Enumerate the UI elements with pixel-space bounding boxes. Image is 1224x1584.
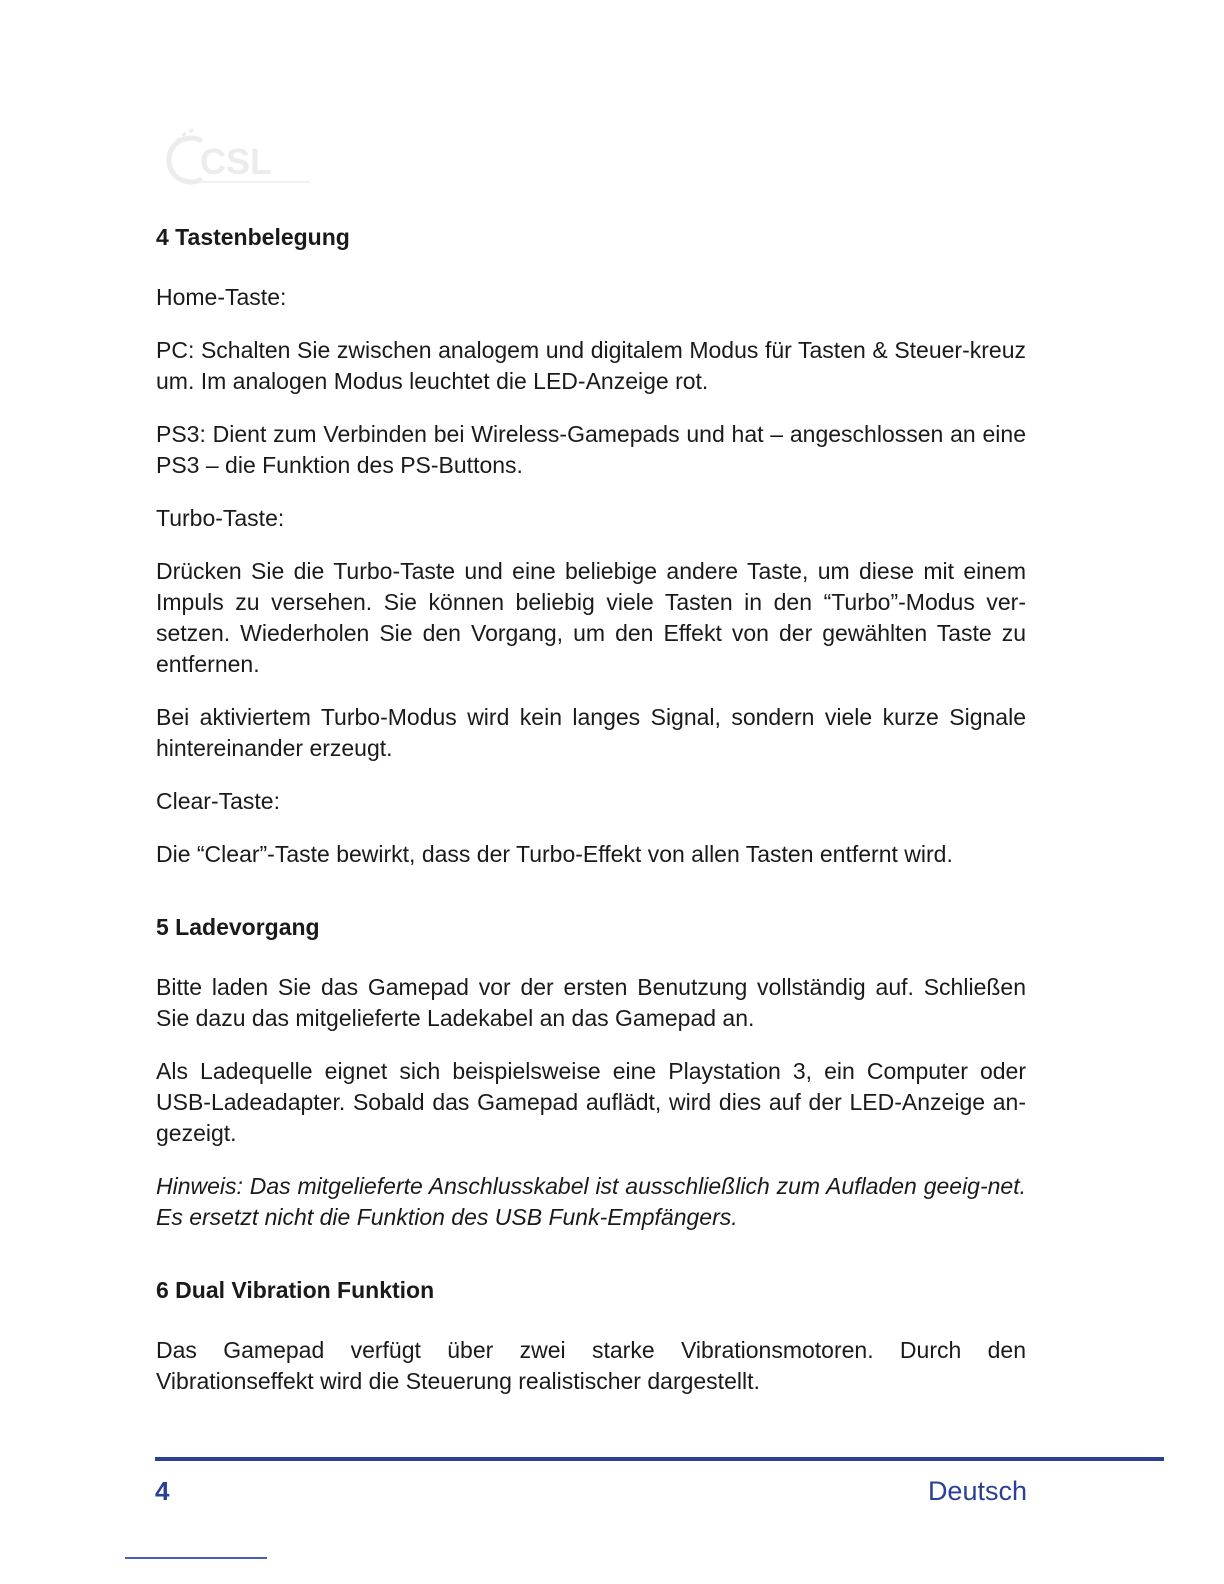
paragraph: Drücken Sie die Turbo-Taste und eine beliebige andere Taste, um diese mit einem Impuls zu versehen. Sie können beliebig viele Tasten in den “Turbo”-Modus ver-setzen. Wiederholen Sie den Vorgang, um den Effekt von der gewählten Taste zu entfernen. (156, 558, 1026, 677)
footer-rule (155, 1457, 1164, 1461)
paragraph: PS3: Dient zum Verbinden bei Wireless-Gamepads und hat – angeschlossen an eine PS3 – die Funktion des PS-Buttons. (156, 421, 1026, 478)
paragraph: Als Ladequelle eignet sich beispielsweise eine Playstation 3, ein Computer oder USB-Ladeadapter. Sobald das Gamepad auflädt, wird dies auf der LED-Anzeige an-gezeigt. (156, 1058, 1026, 1146)
paragraph: Clear-Taste: (156, 788, 280, 814)
csl-logo (160, 118, 320, 198)
page-number: 4 (155, 1476, 170, 1506)
paragraph: Die “Clear”-Taste bewirkt, dass der Turbo-Effekt von allen Tasten entfernt wird. (156, 841, 953, 867)
paragraph: Bei aktiviertem Turbo-Modus wird kein langes Signal, sondern viele kurze Signale hintereinander erzeugt. (156, 704, 1026, 761)
language-label: Deutsch (927, 1476, 1027, 1506)
csl-logo-icon (160, 118, 320, 198)
section-title-ladevorgang: 5 Ladevorgang (156, 914, 320, 940)
note-paragraph: Hinweis: Das mitgelieferte Anschlusskabel ist ausschließlich zum Aufladen geeig-net. Es ersetzt nicht die Funktion des USB Funk-Empfängers. (156, 1173, 1026, 1230)
paragraph: Home-Taste: (156, 284, 287, 310)
paragraph: Turbo-Taste: (156, 505, 285, 531)
bottom-divider (125, 1557, 267, 1559)
paragraph: Bitte laden Sie das Gamepad vor der ersten Benutzung vollständig auf. Schließen Sie dazu das mitgelieferte Ladekabel an das Gamepad an. (156, 974, 1026, 1031)
logo-text: CSL (200, 141, 272, 182)
document-body (156, 220, 1026, 1419)
paragraph: PC: Schalten Sie zwischen analogem und digitalem Modus für Tasten & Steuer-kreuz um. Im analogen Modus leuchtet die LED-Anzeige rot. (156, 337, 1026, 394)
section-title-tastenbelegung: 4 Tastenbelegung (156, 224, 350, 250)
section-title-dual-vibration: 6 Dual Vibration Funktion (156, 1277, 435, 1303)
paragraph: Das Gamepad verfügt über zwei starke Vibrationsmotoren. Durch den Vibrationseffekt wird die Steuerung realistischer dargestellt. (156, 1337, 1026, 1394)
